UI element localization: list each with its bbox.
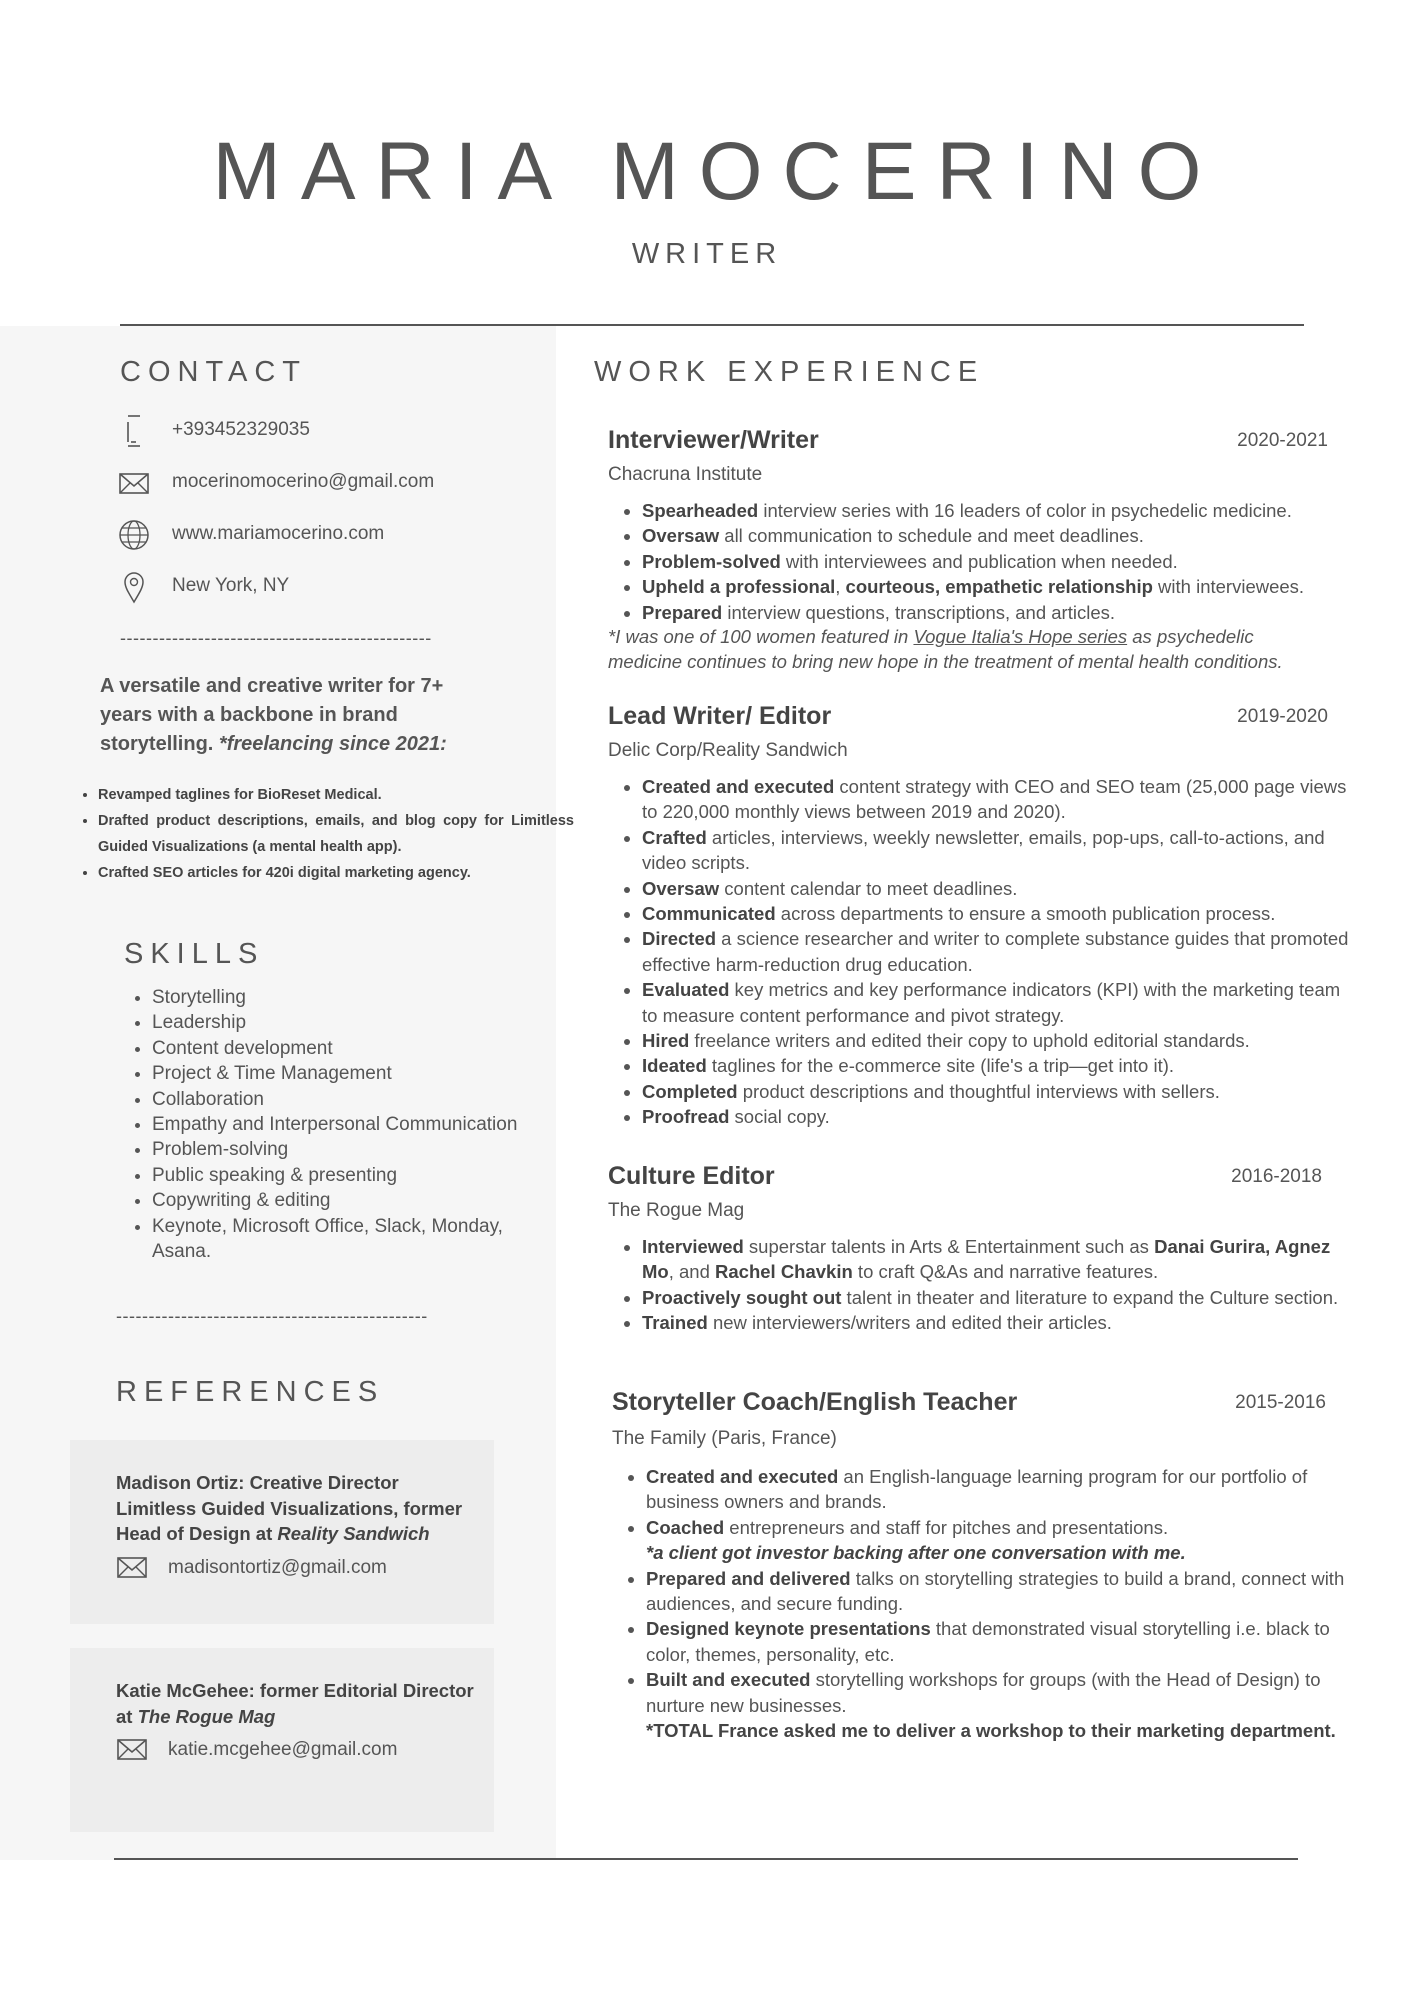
phone-icon: [118, 414, 150, 448]
reference-company: The Rogue Mag: [137, 1705, 276, 1727]
job-date: 2016-2018: [1231, 1166, 1322, 1187]
reference-email-text: katie.mcgehee@gmail.com: [168, 1739, 398, 1760]
job-entry: [612, 1388, 1345, 1748]
list-item: • Evaluated key metrics and key performance indicators (KPI) with the marketing team to measure content performance and pivot strategy.: [642, 977, 1352, 1028]
envelope-icon: [118, 466, 150, 500]
list-item: • Oversaw all communication to schedule and meet deadlines.: [642, 523, 1352, 548]
job-date: 2020-2021: [1237, 430, 1328, 451]
list-item: • Crafted SEO articles for 420i digital marketing agency.: [98, 860, 574, 886]
list-item: • Communicated across departments to ensure a smooth publication process.: [642, 901, 1352, 926]
contact-location-text: New York, NY: [172, 575, 290, 596]
footer-divider: [114, 1858, 1298, 1860]
reference-company: Reality Sandwich: [277, 1523, 430, 1544]
list-item: • Prepared and delivered talks on storytelling strategies to build a brand, connect with audiences, and secure funding.: [646, 1566, 1356, 1617]
contact-location: [118, 570, 518, 606]
job-company: Delic Corp/Reality Sandwich: [608, 740, 848, 761]
envelope-icon: [116, 1554, 148, 1582]
list-item: • Crafted articles, interviews, weekly newsletter, emails, pop-ups, call-to-actions, and video scripts.: [642, 825, 1352, 876]
job-company: Chacruna Institute: [608, 464, 763, 485]
job-bullets: [608, 1234, 1352, 1336]
reference-name: [116, 1678, 476, 1729]
list-item: • Interviewed superstar talents in Arts & Entertainment such as Danai Gurira, Agnez Mo, and Rachel Chavkin to craft Q&As and narrative features.: [642, 1234, 1352, 1285]
references-title: REFERENCES: [116, 1376, 385, 1408]
resume-role: WRITER: [631, 238, 783, 270]
list-item: • Coached entrepreneurs and staff for pitches and presentations. *a client got investor backing after one conversation with me.: [646, 1515, 1356, 1566]
list-item: • Directed a science researcher and writer to complete substance guides that promoted effective harm-reduction drug education.: [642, 926, 1352, 977]
vogue-link[interactable]: Vogue Italia's Hope series: [913, 626, 1128, 647]
list-item: • Project & Time Management: [152, 1061, 532, 1086]
job-title: Storyteller Coach/English Teacher: [612, 1388, 1018, 1416]
list-item: • Copywriting & editing: [152, 1188, 532, 1213]
job-note: *a client got investor backing after one conversation with me.: [646, 1542, 1186, 1564]
sidebar-divider-1: ------------------------------------------------: [120, 628, 432, 648]
reference-name-text: Katie McGehee: former Editorial Director at: [116, 1680, 474, 1727]
list-item: • Collaboration: [152, 1087, 532, 1112]
map-pin-icon: [118, 570, 150, 604]
envelope-icon: [116, 1736, 148, 1764]
reference-card: [70, 1440, 494, 1624]
list-item: • Content development: [152, 1036, 532, 1061]
globe-icon: [118, 518, 150, 552]
list-item: • Problem-solving: [152, 1137, 532, 1162]
sidebar-divider-2: ------------------------------------------------: [116, 1306, 428, 1326]
skills-title: SKILLS: [124, 938, 265, 970]
job-date: 2019-2020: [1237, 706, 1328, 727]
list-item: • Problem-solved with interviewees and publication when needed.: [642, 549, 1352, 574]
contact-website-text: www.mariamocerino.com: [172, 523, 385, 544]
list-item: • Public speaking & presenting: [152, 1163, 532, 1188]
list-item: • Proofread social copy.: [642, 1104, 1352, 1129]
summary: [100, 672, 500, 759]
summary-freelance: *freelancing since 2021:: [218, 733, 447, 755]
contact-phone-text: +393452329035: [172, 419, 310, 440]
job-entry: [608, 426, 1328, 676]
list-item: • Hired freelance writers and edited their copy to uphold editorial standards.: [642, 1028, 1352, 1053]
job-title: Interviewer/Writer: [608, 426, 819, 454]
list-item: • Prepared interview questions, transcriptions, and articles.: [642, 600, 1352, 625]
job-entry: [608, 1162, 1339, 1372]
list-item: • Created and executed content strategy with CEO and SEO team (25,000 page views to 220,000 monthly views between 2019 and 2020).: [642, 774, 1352, 825]
job-title: Culture Editor: [608, 1162, 775, 1190]
list-item: • Trained new interviewers/writers and edited their articles.: [642, 1310, 1352, 1335]
reference-email: [116, 1736, 476, 1768]
job-entry: [608, 702, 1349, 1142]
summary-text: A versatile and creative writer for 7+ years with a backbone in brand storytelling.: [100, 675, 444, 755]
list-item: • Keynote, Microsoft Office, Slack, Monday, Asana.: [152, 1214, 532, 1265]
job-bullets: [608, 774, 1352, 1130]
reference-name: [116, 1470, 476, 1547]
job-note: *I was one of 100 women featured in Vogue Italia's Hope series as psychedelic medicine continues to bring new hope in the treatment of mental health conditions.: [608, 626, 1283, 673]
list-item: • Empathy and Interpersonal Communication: [152, 1112, 532, 1137]
list-item: • Storytelling: [152, 985, 532, 1010]
reference-name-text: Madison Ortiz: Creative Director Limitless Guided Visualizations, former Head of Design at: [116, 1472, 463, 1544]
job-bullets: [612, 1464, 1356, 1743]
list-item: • Built and executed storytelling workshops for groups (with the Head of Design) to nurture new businesses. *TOTAL France asked me to deliver a workshop to their marketing department.: [646, 1667, 1356, 1743]
reference-email-text: madisontortiz@gmail.com: [168, 1557, 387, 1578]
job-date: 2015-2016: [1235, 1392, 1326, 1413]
resume-name: MARIA MOCERINO: [212, 126, 1222, 217]
job-company: The Rogue Mag: [608, 1200, 745, 1221]
job-note: *TOTAL France asked me to deliver a workshop to their marketing department.: [646, 1720, 1336, 1742]
list-item: • Drafted product descriptions, emails, and blog copy for Limitless Guided Visualizations (a mental health app).: [98, 808, 574, 860]
list-item: • Designed keynote presentations that demonstrated visual storytelling i.e. black to color, themes, personality, etc.: [646, 1616, 1356, 1667]
list-item: • Leadership: [152, 1010, 532, 1035]
job-company: The Family (Paris, France): [612, 1428, 837, 1449]
list-item: • Completed product descriptions and thoughtful interviews with sellers.: [642, 1079, 1352, 1104]
list-item: • Created and executed an English-language learning program for our portfolio of business owners and brands.: [646, 1464, 1356, 1515]
job-title: Lead Writer/ Editor: [608, 702, 832, 730]
reference-card: [70, 1648, 494, 1832]
list-item: • Ideated taglines for the e-commerce site (life's a trip—get into it).: [642, 1053, 1352, 1078]
contact-phone: [118, 414, 518, 450]
freelance-list: [68, 782, 574, 886]
contact-email: [118, 466, 518, 502]
reference-email: [116, 1554, 476, 1586]
contact-email-text: mocerinomocerino@gmail.com: [172, 471, 435, 492]
job-bullets: [608, 498, 1352, 625]
list-item: • Oversaw content calendar to meet deadlines.: [642, 876, 1352, 901]
contact-website: [118, 518, 518, 554]
list-item: • Spearheaded interview series with 16 leaders of color in psychedelic medicine.: [642, 498, 1352, 523]
work-title: WORK EXPERIENCE: [594, 356, 985, 388]
contact-title: CONTACT: [120, 356, 308, 388]
list-item: • Upheld a professional, courteous, empathetic relationship with interviewees.: [642, 574, 1352, 599]
skills-list: [118, 985, 532, 1264]
list-item: • Revamped taglines for BioReset Medical.: [98, 782, 574, 808]
list-item: • Proactively sought out talent in theater and literature to expand the Culture section.: [642, 1285, 1352, 1310]
